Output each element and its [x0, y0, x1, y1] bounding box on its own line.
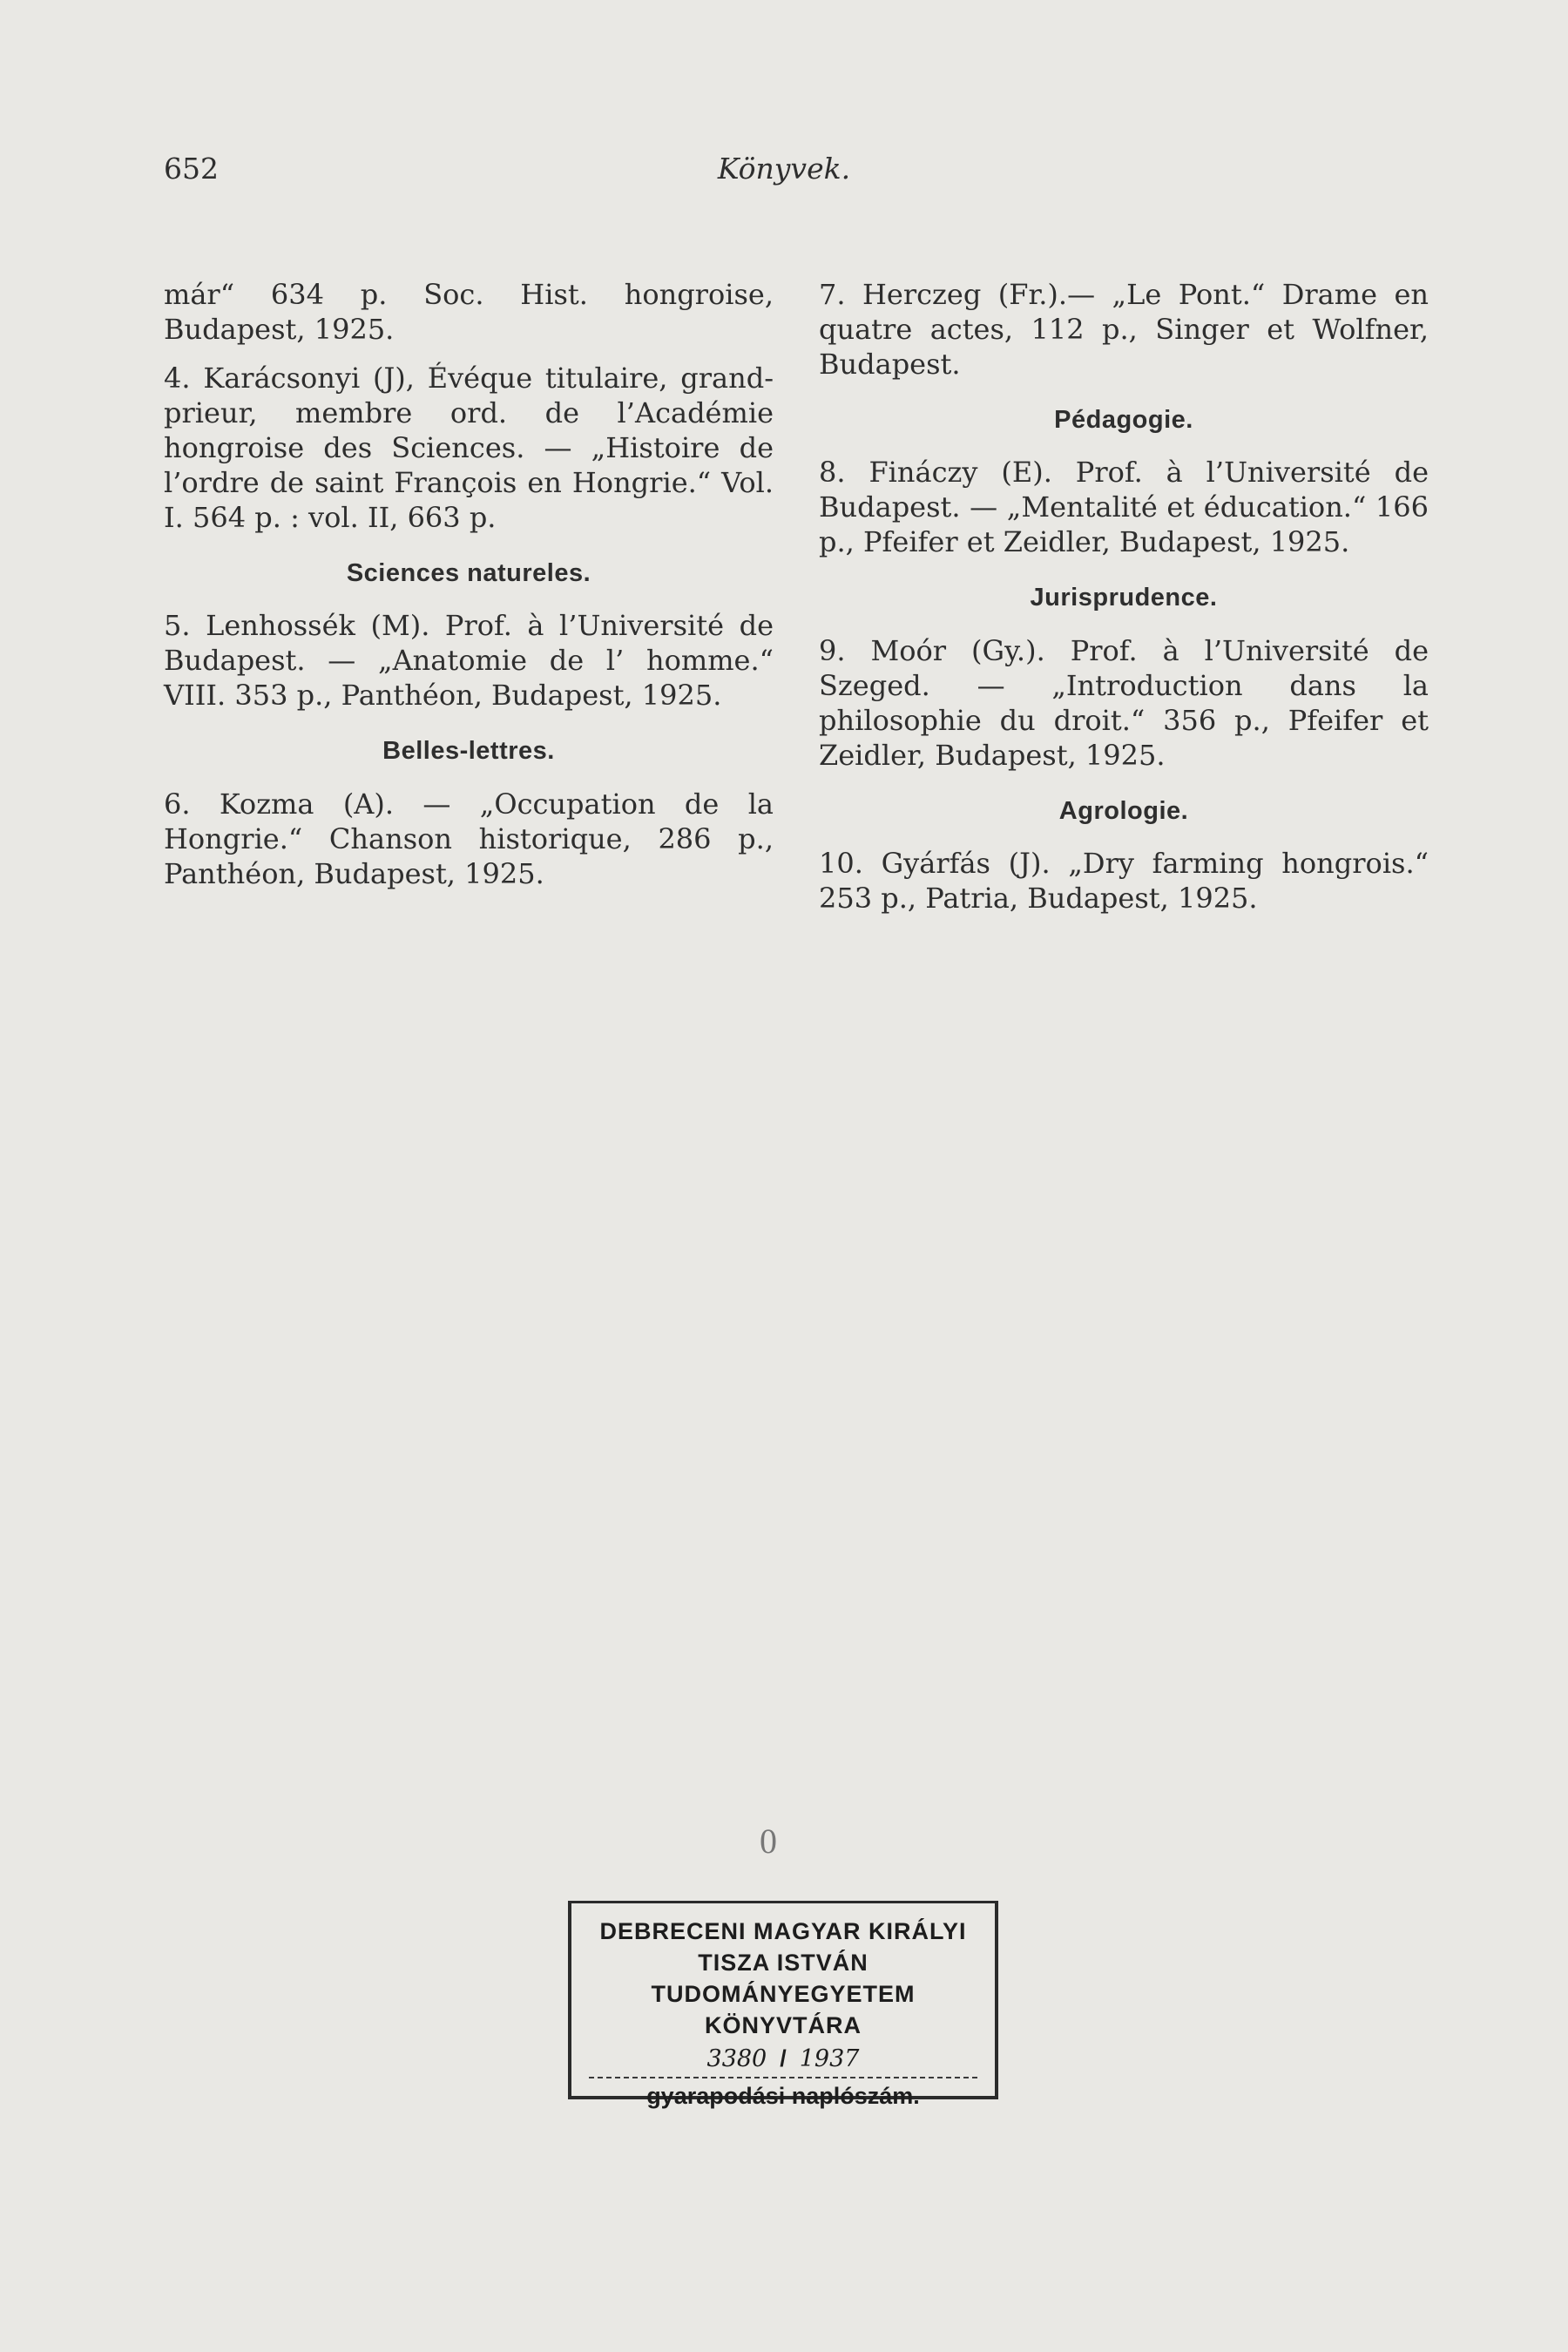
section-heading-sciences: Sciences natureles. [346, 559, 591, 587]
stamp-line-3: KÖNYVTÁRA [704, 2012, 862, 2038]
section-heading-agrologie: Agrologie. [1058, 796, 1189, 825]
section-heading-pedagogie: Pédagogie. [1054, 406, 1193, 434]
entry-10: 10. Gyárfás (J). „Dry farming hongrois.“ 253 p., Patria, Budapest, 1925. [819, 846, 1429, 915]
stamp-year: 1937 [799, 2045, 860, 2072]
entry-5: 5. Lenhossék (M). Prof. à l’Université de Budapest. — „Anatomie de l’ homme.“ VIII. 353 p., Panthéon, Budapest, 1925. [164, 609, 774, 713]
section-heading-belles-lettres: Belles-lettres. [382, 737, 555, 766]
entry-6: 6. Kozma (A). — „Occupation de la Hongrie.“ Chanson historique, 286 p., Panthéon, Budapest, 1925. [164, 787, 774, 890]
page-header [0, 152, 1568, 186]
stamp-footer: gyarapodási naplószám. [589, 2077, 977, 2113]
entry-9: 9. Moór (Gy.). Prof. à l’Université de Szeged. — „Introduction dans la philosophie du droit.“ 356 p., Pfeifer et Zeidler, Budapest, 1925. [819, 633, 1429, 772]
entry-8: 8. Fináczy (E). Prof. à l’Université de Budapest. — „Mentalité et éducation.“ 166 p., Pfeifer et Zeidler, Budapest, 1925. [819, 456, 1429, 559]
entry-continued: már“ 634 p. Soc. Hist. hongroise, Budapest, 1925. [164, 278, 774, 346]
stamp-line-2: TISZA ISTVÁN TUDOMÁNYEGYETEM [651, 1950, 916, 2007]
stamp-number-line: 3380 / 1937 [706, 2045, 860, 2072]
stamp-line-1: DEBRECENI MAGYAR KIRÁLYI [599, 1918, 967, 1944]
entry-7: 7. Herczeg (Fr.).— „Le Pont.“ Drame en quatre actes, 112 p., Singer et Wolfner, Budapest. [819, 278, 1429, 381]
stamp-number: 3380 [706, 2045, 767, 2072]
running-title: Könyvek. [717, 152, 851, 186]
section-heading-jurisprudence: Jurisprudence. [1030, 584, 1218, 612]
entry-4: 4. Karácsonyi (J), Évéque titulaire, grand-prieur, membre ord. de l’Académie hongroise des Sciences. — „Histoire de l’ordre de saint François en Hongrie.“ Vol. I. 564 p. : vol. II, 663 p. [164, 362, 774, 534]
page-number: 652 [164, 152, 219, 186]
handwritten-mark: 0 [760, 1821, 777, 1861]
left-column [164, 277, 774, 905]
library-stamp [568, 1901, 998, 2109]
right-column [819, 277, 1429, 929]
